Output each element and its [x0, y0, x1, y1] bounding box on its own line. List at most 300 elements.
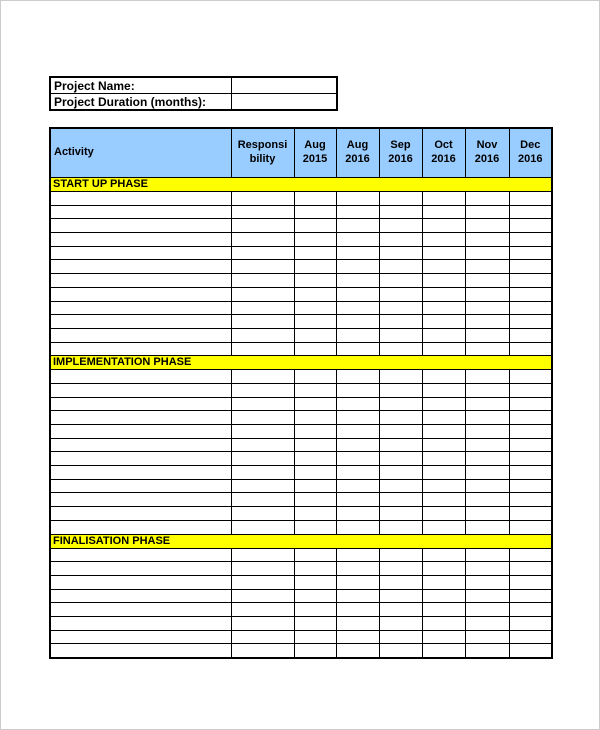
grid-cell[interactable]	[294, 548, 336, 562]
grid-cell[interactable]	[336, 466, 379, 480]
grid-cell[interactable]	[465, 246, 509, 260]
grid-cell[interactable]	[50, 520, 231, 534]
grid-cell[interactable]	[336, 219, 379, 233]
col-header-activity: Activity	[50, 128, 231, 178]
grid-cell[interactable]	[379, 438, 422, 452]
grid-cell[interactable]	[379, 370, 422, 384]
grid-cell[interactable]	[422, 507, 465, 521]
grid-cell[interactable]	[231, 479, 294, 493]
grid-cell[interactable]	[422, 287, 465, 301]
grid-cell[interactable]	[336, 493, 379, 507]
grid-cell[interactable]	[422, 397, 465, 411]
grid-cell[interactable]	[294, 274, 336, 288]
grid-cell[interactable]	[50, 452, 231, 466]
grid-cell[interactable]	[336, 425, 379, 439]
grid-cell[interactable]	[465, 425, 509, 439]
grid-cell[interactable]	[231, 616, 294, 630]
grid-cell[interactable]	[422, 452, 465, 466]
grid-cell[interactable]	[465, 644, 509, 658]
grid-cell[interactable]	[50, 630, 231, 644]
grid-cell[interactable]	[231, 192, 294, 206]
grid-cell[interactable]	[379, 287, 422, 301]
grid-cell[interactable]	[379, 603, 422, 617]
grid-cell[interactable]	[50, 644, 231, 658]
grid-cell[interactable]	[509, 233, 552, 247]
activity-row	[50, 520, 552, 534]
grid-cell[interactable]	[509, 466, 552, 480]
grid-cell[interactable]	[422, 274, 465, 288]
grid-cell[interactable]	[422, 301, 465, 315]
grid-cell[interactable]	[379, 246, 422, 260]
grid-cell[interactable]	[379, 342, 422, 356]
grid-cell[interactable]	[422, 383, 465, 397]
grid-cell[interactable]	[294, 562, 336, 576]
grid-cell[interactable]	[50, 438, 231, 452]
activity-row	[50, 630, 552, 644]
grid-cell[interactable]	[422, 425, 465, 439]
grid-cell[interactable]	[509, 246, 552, 260]
grid-cell[interactable]	[336, 397, 379, 411]
grid-cell[interactable]	[231, 466, 294, 480]
col-header-aug-2016: Aug 2016	[336, 128, 379, 178]
grid-cell[interactable]	[50, 548, 231, 562]
grid-cell[interactable]	[509, 575, 552, 589]
grid-cell[interactable]	[336, 452, 379, 466]
activity-row	[50, 192, 552, 206]
grid-cell[interactable]	[294, 260, 336, 274]
grid-cell[interactable]	[294, 287, 336, 301]
grid-cell[interactable]	[422, 493, 465, 507]
activity-row	[50, 383, 552, 397]
grid-cell[interactable]	[336, 630, 379, 644]
grid-cell[interactable]	[336, 438, 379, 452]
project-name-value[interactable]	[232, 77, 338, 94]
grid-cell[interactable]	[509, 205, 552, 219]
grid-cell[interactable]	[231, 342, 294, 356]
grid-cell[interactable]	[336, 603, 379, 617]
grid-cell[interactable]	[336, 287, 379, 301]
grid-cell[interactable]	[50, 287, 231, 301]
grid-cell[interactable]	[465, 589, 509, 603]
grid-cell[interactable]	[50, 479, 231, 493]
grid-cell[interactable]	[50, 562, 231, 576]
phase-row-start-up-phase	[50, 178, 552, 192]
grid-cell[interactable]	[231, 301, 294, 315]
grid-cell[interactable]	[379, 274, 422, 288]
grid-cell[interactable]	[422, 616, 465, 630]
grid-cell[interactable]	[509, 603, 552, 617]
grid-cell[interactable]	[379, 383, 422, 397]
grid-cell[interactable]	[509, 548, 552, 562]
grid-cell[interactable]	[231, 438, 294, 452]
grid-cell[interactable]	[422, 342, 465, 356]
grid-cell[interactable]	[50, 219, 231, 233]
grid-cell[interactable]	[465, 233, 509, 247]
grid-cell[interactable]	[50, 328, 231, 342]
grid-cell[interactable]	[231, 246, 294, 260]
grid-cell[interactable]	[336, 205, 379, 219]
grid-cell[interactable]	[422, 644, 465, 658]
grid-cell[interactable]	[465, 452, 509, 466]
grid-cell[interactable]	[231, 425, 294, 439]
grid-cell[interactable]	[422, 466, 465, 480]
grid-cell[interactable]	[231, 315, 294, 329]
grid-cell[interactable]	[422, 260, 465, 274]
grid-cell[interactable]	[379, 630, 422, 644]
grid-cell[interactable]	[336, 575, 379, 589]
grid-cell[interactable]	[231, 260, 294, 274]
grid-cell[interactable]	[336, 616, 379, 630]
grid-cell[interactable]	[294, 205, 336, 219]
grid-cell[interactable]	[50, 233, 231, 247]
grid-cell[interactable]	[422, 315, 465, 329]
grid-cell[interactable]	[231, 603, 294, 617]
grid-cell[interactable]	[336, 507, 379, 521]
project-duration-label: Project Duration (months):	[50, 94, 232, 111]
grid-cell[interactable]	[422, 246, 465, 260]
activity-row	[50, 233, 552, 247]
grid-cell[interactable]	[509, 301, 552, 315]
grid-cell[interactable]	[231, 274, 294, 288]
activity-row	[50, 589, 552, 603]
grid-cell[interactable]	[509, 287, 552, 301]
grid-cell[interactable]	[50, 425, 231, 439]
grid-cell[interactable]	[509, 452, 552, 466]
grid-cell[interactable]	[509, 274, 552, 288]
grid-cell[interactable]	[50, 589, 231, 603]
grid-cell[interactable]	[379, 520, 422, 534]
grid-cell[interactable]	[509, 370, 552, 384]
grid-cell[interactable]	[294, 616, 336, 630]
grid-cell[interactable]	[294, 520, 336, 534]
grid-cell[interactable]	[294, 438, 336, 452]
grid-cell[interactable]	[465, 479, 509, 493]
grid-cell[interactable]	[379, 328, 422, 342]
activity-row	[50, 219, 552, 233]
grid-cell[interactable]	[336, 328, 379, 342]
activity-row	[50, 397, 552, 411]
activity-row	[50, 425, 552, 439]
grid-cell[interactable]	[294, 452, 336, 466]
grid-cell[interactable]	[509, 219, 552, 233]
grid-cell[interactable]	[379, 233, 422, 247]
grid-cell[interactable]	[336, 479, 379, 493]
grid-cell[interactable]	[422, 575, 465, 589]
grid-cell[interactable]	[231, 520, 294, 534]
grid-cell[interactable]	[336, 562, 379, 576]
grid-cell[interactable]	[50, 274, 231, 288]
grid-cell[interactable]	[379, 507, 422, 521]
grid-cell[interactable]	[294, 575, 336, 589]
grid-cell[interactable]	[336, 246, 379, 260]
grid-cell[interactable]	[509, 520, 552, 534]
phase-title-finalisation-phase: FINALISATION PHASE	[50, 534, 552, 548]
grid-cell[interactable]	[50, 507, 231, 521]
grid-cell[interactable]	[294, 603, 336, 617]
grid-cell[interactable]	[231, 644, 294, 658]
grid-cell[interactable]	[336, 370, 379, 384]
grid-cell[interactable]	[294, 397, 336, 411]
grid-cell[interactable]	[509, 260, 552, 274]
grid-cell[interactable]	[336, 274, 379, 288]
grid-cell[interactable]	[336, 233, 379, 247]
grid-cell[interactable]	[509, 328, 552, 342]
grid-cell[interactable]	[231, 452, 294, 466]
grid-cell[interactable]	[294, 383, 336, 397]
grid-cell[interactable]	[379, 616, 422, 630]
activity-row	[50, 260, 552, 274]
grid-cell[interactable]	[465, 493, 509, 507]
grid-cell[interactable]	[465, 370, 509, 384]
grid-cell[interactable]	[336, 192, 379, 206]
phase-row-implementation-phase	[50, 356, 552, 370]
grid-cell[interactable]	[294, 219, 336, 233]
grid-cell[interactable]	[50, 246, 231, 260]
activity-row	[50, 342, 552, 356]
grid-cell[interactable]	[50, 205, 231, 219]
grid-cell[interactable]	[509, 616, 552, 630]
activity-row	[50, 616, 552, 630]
grid-cell[interactable]	[294, 493, 336, 507]
grid-cell[interactable]	[465, 507, 509, 521]
grid-cell[interactable]	[422, 548, 465, 562]
grid-cell[interactable]	[422, 328, 465, 342]
grid-cell[interactable]	[465, 219, 509, 233]
grid-cell[interactable]	[379, 466, 422, 480]
grid-cell[interactable]	[509, 411, 552, 425]
grid-cell[interactable]	[465, 328, 509, 342]
grid-cell[interactable]	[379, 644, 422, 658]
activity-row	[50, 548, 552, 562]
grid-cell[interactable]	[336, 548, 379, 562]
grid-cell[interactable]	[422, 233, 465, 247]
grid-cell[interactable]	[509, 507, 552, 521]
grid-cell[interactable]	[422, 411, 465, 425]
grid-cell[interactable]	[231, 287, 294, 301]
activity-row	[50, 479, 552, 493]
grid-cell[interactable]	[465, 315, 509, 329]
project-duration-row	[50, 94, 337, 111]
grid-cell[interactable]	[465, 411, 509, 425]
grid-cell[interactable]	[379, 205, 422, 219]
grid-cell[interactable]	[231, 370, 294, 384]
grid-cell[interactable]	[294, 233, 336, 247]
grid-cell[interactable]	[509, 562, 552, 576]
grid-cell[interactable]	[509, 479, 552, 493]
grid-cell[interactable]	[509, 397, 552, 411]
gantt-table	[49, 127, 553, 659]
grid-cell[interactable]	[465, 548, 509, 562]
activity-row	[50, 205, 552, 219]
grid-cell[interactable]	[465, 562, 509, 576]
grid-cell[interactable]	[379, 548, 422, 562]
grid-cell[interactable]	[422, 438, 465, 452]
grid-cell[interactable]	[231, 411, 294, 425]
grid-cell[interactable]	[465, 616, 509, 630]
grid-cell[interactable]	[465, 287, 509, 301]
grid-cell[interactable]	[336, 644, 379, 658]
grid-cell[interactable]	[231, 575, 294, 589]
grid-cell[interactable]	[294, 630, 336, 644]
grid-cell[interactable]	[422, 205, 465, 219]
grid-cell[interactable]	[294, 411, 336, 425]
grid-cell[interactable]	[465, 192, 509, 206]
grid-cell[interactable]	[379, 192, 422, 206]
grid-cell[interactable]	[294, 192, 336, 206]
grid-cell[interactable]	[465, 342, 509, 356]
grid-cell[interactable]	[231, 205, 294, 219]
grid-cell[interactable]	[294, 342, 336, 356]
activity-row	[50, 562, 552, 576]
grid-cell[interactable]	[465, 603, 509, 617]
activity-row	[50, 575, 552, 589]
grid-cell[interactable]	[509, 630, 552, 644]
grid-cell[interactable]	[336, 383, 379, 397]
activity-row	[50, 466, 552, 480]
grid-cell[interactable]	[294, 644, 336, 658]
gantt-header-row	[50, 128, 552, 178]
grid-cell[interactable]	[294, 328, 336, 342]
grid-cell[interactable]	[509, 383, 552, 397]
grid-cell[interactable]	[465, 438, 509, 452]
grid-cell[interactable]	[465, 630, 509, 644]
grid-cell[interactable]	[294, 589, 336, 603]
grid-cell[interactable]	[294, 507, 336, 521]
grid-cell[interactable]	[422, 479, 465, 493]
grid-cell[interactable]	[379, 315, 422, 329]
grid-cell[interactable]	[50, 370, 231, 384]
grid-cell[interactable]	[336, 411, 379, 425]
col-header-nov-2016: Nov 2016	[465, 128, 509, 178]
grid-cell[interactable]	[379, 260, 422, 274]
activity-row	[50, 287, 552, 301]
grid-cell[interactable]	[231, 233, 294, 247]
grid-cell[interactable]	[465, 260, 509, 274]
grid-cell[interactable]	[422, 370, 465, 384]
phase-row-finalisation-phase	[50, 534, 552, 548]
grid-cell[interactable]	[231, 383, 294, 397]
activity-row	[50, 246, 552, 260]
grid-cell[interactable]	[231, 630, 294, 644]
grid-cell[interactable]	[465, 397, 509, 411]
grid-cell[interactable]	[465, 301, 509, 315]
grid-cell[interactable]	[379, 425, 422, 439]
grid-cell[interactable]	[336, 589, 379, 603]
grid-cell[interactable]	[336, 315, 379, 329]
grid-cell[interactable]	[379, 219, 422, 233]
grid-cell[interactable]	[294, 479, 336, 493]
grid-cell[interactable]	[231, 507, 294, 521]
activity-row	[50, 328, 552, 342]
grid-cell[interactable]	[50, 315, 231, 329]
grid-cell[interactable]	[294, 301, 336, 315]
grid-cell[interactable]	[231, 397, 294, 411]
grid-cell[interactable]	[465, 466, 509, 480]
grid-cell[interactable]	[336, 342, 379, 356]
grid-cell[interactable]	[509, 342, 552, 356]
grid-cell[interactable]	[509, 315, 552, 329]
grid-cell[interactable]	[379, 301, 422, 315]
grid-cell[interactable]	[336, 520, 379, 534]
grid-cell[interactable]	[422, 603, 465, 617]
project-duration-value[interactable]	[232, 94, 338, 111]
grid-cell[interactable]	[50, 466, 231, 480]
grid-cell[interactable]	[509, 438, 552, 452]
grid-cell[interactable]	[231, 219, 294, 233]
grid-cell[interactable]	[50, 192, 231, 206]
grid-cell[interactable]	[465, 520, 509, 534]
phase-title-implementation-phase: IMPLEMENTATION PHASE	[50, 356, 552, 370]
grid-cell[interactable]	[509, 589, 552, 603]
grid-cell[interactable]	[465, 383, 509, 397]
grid-cell[interactable]	[422, 192, 465, 206]
grid-cell[interactable]	[422, 562, 465, 576]
grid-cell[interactable]	[231, 589, 294, 603]
grid-cell[interactable]	[379, 479, 422, 493]
grid-cell[interactable]	[379, 562, 422, 576]
grid-cell[interactable]	[509, 493, 552, 507]
grid-cell[interactable]	[379, 493, 422, 507]
grid-cell[interactable]	[50, 493, 231, 507]
grid-cell[interactable]	[231, 562, 294, 576]
grid-cell[interactable]	[379, 397, 422, 411]
activity-row	[50, 644, 552, 658]
grid-cell[interactable]	[50, 260, 231, 274]
grid-cell[interactable]	[294, 315, 336, 329]
grid-cell[interactable]	[231, 493, 294, 507]
grid-cell[interactable]	[422, 520, 465, 534]
grid-cell[interactable]	[422, 630, 465, 644]
grid-cell[interactable]	[231, 328, 294, 342]
grid-cell[interactable]	[294, 246, 336, 260]
grid-cell[interactable]	[422, 219, 465, 233]
grid-cell[interactable]	[50, 383, 231, 397]
grid-cell[interactable]	[509, 192, 552, 206]
grid-cell[interactable]	[379, 452, 422, 466]
grid-cell[interactable]	[50, 342, 231, 356]
grid-cell[interactable]	[50, 575, 231, 589]
col-header-responsi-bility: Responsi bility	[231, 128, 294, 178]
grid-cell[interactable]	[50, 301, 231, 315]
grid-cell[interactable]	[379, 411, 422, 425]
grid-cell[interactable]	[422, 589, 465, 603]
project-name-label: Project Name:	[50, 77, 232, 94]
grid-cell[interactable]	[379, 589, 422, 603]
grid-cell[interactable]	[50, 411, 231, 425]
grid-cell[interactable]	[50, 397, 231, 411]
grid-cell[interactable]	[465, 274, 509, 288]
grid-cell[interactable]	[294, 370, 336, 384]
grid-cell[interactable]	[50, 616, 231, 630]
activity-row	[50, 274, 552, 288]
grid-cell[interactable]	[509, 425, 552, 439]
col-header-dec-2016: Dec 2016	[509, 128, 552, 178]
activity-row	[50, 507, 552, 521]
project-info-table	[49, 76, 338, 111]
grid-cell[interactable]	[465, 575, 509, 589]
grid-cell[interactable]	[336, 260, 379, 274]
activity-row	[50, 370, 552, 384]
grid-cell[interactable]	[294, 466, 336, 480]
grid-cell[interactable]	[336, 301, 379, 315]
grid-cell[interactable]	[509, 644, 552, 658]
grid-cell[interactable]	[50, 603, 231, 617]
activity-row	[50, 315, 552, 329]
grid-cell[interactable]	[465, 205, 509, 219]
grid-cell[interactable]	[294, 425, 336, 439]
grid-cell[interactable]	[379, 575, 422, 589]
grid-cell[interactable]	[231, 548, 294, 562]
